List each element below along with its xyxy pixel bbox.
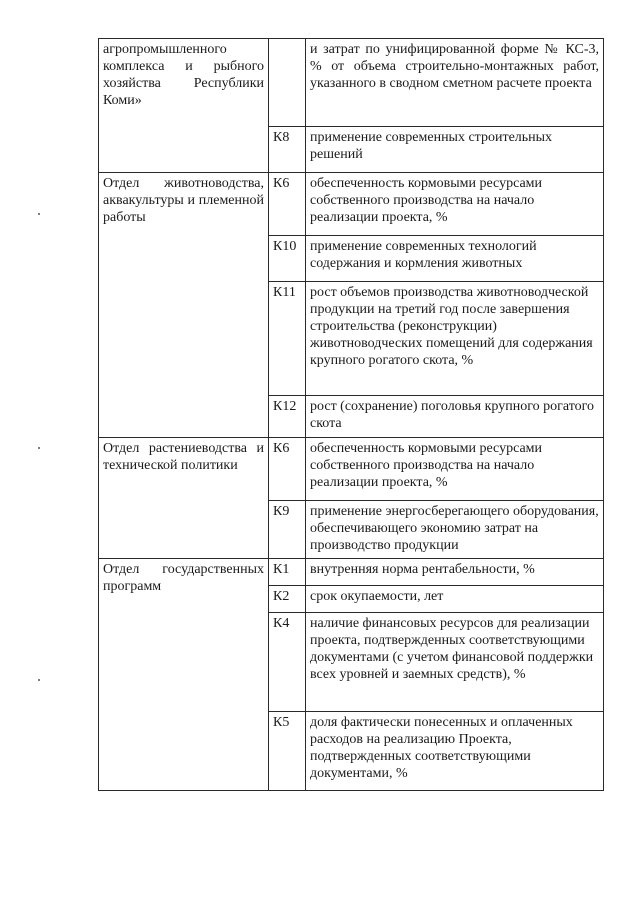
criterion-code-cell: К4 <box>269 613 306 712</box>
criterion-code-cell: К5 <box>269 712 306 791</box>
criterion-description-cell: срок окупаемости, лет <box>306 586 604 613</box>
scan-speck <box>38 213 40 215</box>
department-cell: Отдел государственных программ <box>99 559 269 791</box>
criterion-description-cell: применение современных строительных решений <box>306 127 604 173</box>
department-cell: Отдел животноводства, аквакультуры и племенной работы <box>99 173 269 438</box>
scan-speck <box>38 447 40 449</box>
criterion-code-cell: К1 <box>269 559 306 586</box>
table-row <box>99 559 604 586</box>
criterion-code-cell: К2 <box>269 586 306 613</box>
department-cell: Отдел растениеводства и технической политики <box>99 438 269 559</box>
criterion-description-cell: и затрат по унифицированной форме № КС-3, % от объема строительно-монтажных работ, указанного в сводном сметном расчете проекта <box>306 39 604 127</box>
criterion-description-cell: наличие финансовых ресурсов для реализации проекта, подтвержденных соответствующими документами (с учетом финансовой поддержки всех уровней и заемных средств), % <box>306 613 604 712</box>
criterion-description-cell: рост (сохранение) поголовья крупного рогатого скота <box>306 396 604 438</box>
criterion-description-cell: применение энергосберегающего оборудования, обеспечивающего экономию затрат на производство продукции <box>306 501 604 559</box>
criterion-description-cell: применение современных технологий содержания и кормления животных <box>306 236 604 282</box>
criteria-table <box>98 38 604 791</box>
criterion-code-cell: К6 <box>269 438 306 501</box>
criterion-code-cell: К10 <box>269 236 306 282</box>
criterion-code-cell: К9 <box>269 501 306 559</box>
table-row <box>99 438 604 501</box>
department-cell: агропромышленного комплекса и рыбного хозяйства Республики Коми» <box>99 39 269 173</box>
criterion-code-cell: К12 <box>269 396 306 438</box>
criterion-description-cell: рост объемов производства животноводческой продукции на третий год после завершения строительства (реконструкции) животноводческих помещений для содержания крупного рогатого скота, % <box>306 282 604 396</box>
criterion-code-cell: К11 <box>269 282 306 396</box>
criterion-description-cell: обеспеченность кормовыми ресурсами собственного производства на начало реализации проекта, % <box>306 173 604 236</box>
criterion-code-cell: К8 <box>269 127 306 173</box>
criterion-description-cell: обеспеченность кормовыми ресурсами собственного производства на начало реализации проекта, % <box>306 438 604 501</box>
criterion-code-cell: К6 <box>269 173 306 236</box>
criterion-code-cell <box>269 39 306 127</box>
table-row <box>99 173 604 236</box>
criterion-description-cell: внутренняя норма рентабельности, % <box>306 559 604 586</box>
criterion-description-cell: доля фактически понесенных и оплаченных расходов на реализацию Проекта, подтвержденных соответствующими документами, % <box>306 712 604 791</box>
table-row <box>99 39 604 127</box>
scan-speck <box>38 679 40 681</box>
